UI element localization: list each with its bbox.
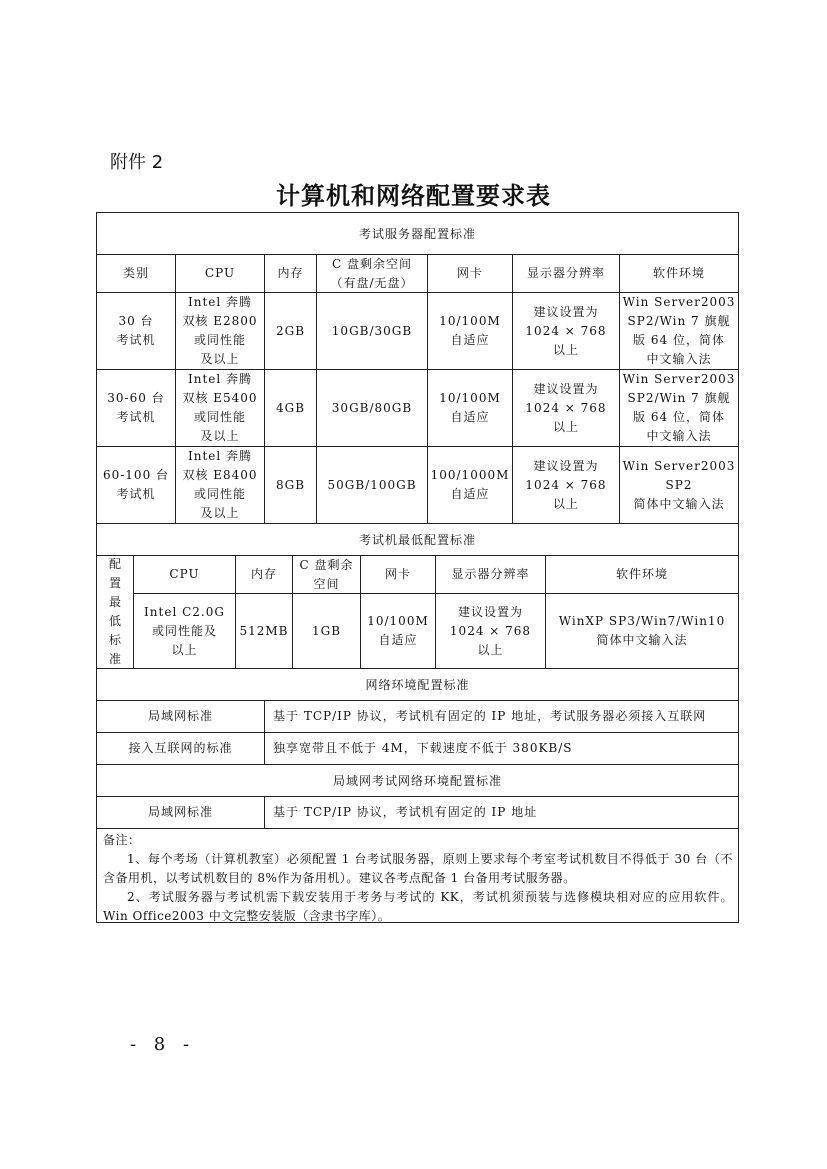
cell-nic: 100/1000M 自适应 bbox=[428, 447, 513, 523]
cell-category: 60-100 台 考试机 bbox=[97, 447, 176, 523]
cell-memory: 8GB bbox=[265, 447, 317, 523]
attachment-label: 附件 2 bbox=[110, 152, 164, 173]
server-section-heading: 考试服务器配置标准 bbox=[97, 213, 738, 255]
cell-cpu: Intel 奔腾 双核 E2800 或同性能 及以上 bbox=[176, 293, 265, 369]
client-side-label: 配 置 最 低 标 准 bbox=[97, 556, 134, 669]
cell-resolution: 建议设置为 1024 × 768 以上 bbox=[513, 447, 620, 523]
cell-resolution: 建议设置为 1024 × 768 以上 bbox=[513, 370, 620, 446]
header-nic: 网卡 bbox=[361, 556, 436, 593]
cell-software: Win Server2003 SP2/Win 7 旗舰 版 64 位，简体 中文输入法 bbox=[622, 372, 736, 443]
cell-memory: 512MB bbox=[236, 594, 293, 668]
note-item: 1、每个考场（计算机教室）必须配置 1 台考试服务器，原则上要求每个考室考试机数目不得低于 30 台（不含备用机，以考试机数目的 8%作为备用机）。建议各考点配备 1 台备用考试服务器。 bbox=[103, 852, 733, 885]
cell-cpu: Intel 奔腾 双核 E8400 或同性能 及以上 bbox=[176, 447, 265, 523]
table-row bbox=[97, 293, 738, 370]
notes-block bbox=[103, 831, 733, 926]
cell-disk: 10GB/30GB bbox=[317, 293, 428, 369]
page-title: 计算机和网络配置要求表 bbox=[276, 182, 551, 210]
cell-nic: 10/100M 自适应 bbox=[428, 370, 513, 446]
table-row bbox=[97, 797, 738, 829]
cell-memory: 2GB bbox=[265, 293, 317, 369]
notes-label: 备注： bbox=[103, 833, 141, 847]
table-row bbox=[97, 370, 738, 447]
table-row bbox=[97, 733, 738, 765]
table-row bbox=[134, 594, 738, 669]
client-header-row bbox=[134, 556, 738, 594]
cell-label: 局域网标准 bbox=[97, 797, 265, 828]
cell-disk: 50GB/100GB bbox=[317, 447, 428, 523]
client-section-heading: 考试机最低配置标准 bbox=[97, 524, 738, 556]
cell-value: 基于 TCP/IP 协议，考试机有固定的 IP 地址 bbox=[273, 805, 538, 819]
cell-category: 30-60 台 考试机 bbox=[97, 370, 176, 446]
cell-software: Win Server2003 SP2 简体中文输入法 bbox=[622, 458, 736, 511]
note-item: 2、考试服务器与考试机需下载安装用于考务与考试的 KK，考试机须预装与选修模块相对应的应用软件。Win Office2003 中文完整安装版（含隶书字库）。 bbox=[103, 890, 733, 923]
cell-disk: 1GB bbox=[293, 594, 361, 668]
cell-nic: 10/100M 自适应 bbox=[428, 293, 513, 369]
cell-label: 局域网标准 bbox=[97, 701, 265, 732]
cell-resolution: 建议设置为 1024 × 768 以上 bbox=[436, 594, 546, 668]
header-disk: C 盘剩余 空间 bbox=[293, 556, 361, 593]
network-section-heading: 网络环境配置标准 bbox=[97, 669, 738, 701]
table-row bbox=[97, 447, 738, 524]
cell-cpu: Intel 奔腾 双核 E5400 或同性能 及以上 bbox=[176, 370, 265, 446]
cell-resolution: 建议设置为 1024 × 768 以上 bbox=[513, 293, 620, 369]
lan-section-heading: 局域网考试网络环境配置标准 bbox=[97, 765, 738, 797]
config-table bbox=[96, 212, 739, 923]
header-software: 软件环境 bbox=[652, 266, 705, 280]
cell-category: 30 台 考试机 bbox=[97, 293, 176, 369]
header-memory: 内存 bbox=[265, 255, 317, 292]
header-disk: C 盘剩余空间 （有盘/无盘） bbox=[317, 255, 428, 292]
header-category: 类别 bbox=[97, 255, 176, 292]
header-cpu: CPU bbox=[176, 255, 265, 292]
cell-software: Win Server2003 SP2/Win 7 旗舰 版 64 位，简体 中文输入法 bbox=[622, 295, 736, 366]
cell-label: 接入互联网的标准 bbox=[97, 733, 265, 764]
header-cpu: CPU bbox=[134, 556, 236, 593]
server-header-row bbox=[97, 255, 738, 293]
cell-software: WinXP SP3/Win7/Win10 简体中文输入法 bbox=[558, 614, 726, 647]
header-memory: 内存 bbox=[236, 556, 293, 593]
header-software: 软件环境 bbox=[615, 567, 668, 581]
cell-cpu: Intel C2.0G 或同性能及 以上 bbox=[134, 594, 236, 668]
header-resolution: 显示器分辨率 bbox=[513, 255, 620, 292]
header-nic: 网卡 bbox=[428, 255, 513, 292]
cell-memory: 4GB bbox=[265, 370, 317, 446]
cell-nic: 10/100M 自适应 bbox=[361, 594, 436, 668]
table-row bbox=[97, 701, 738, 733]
cell-value: 基于 TCP/IP 协议，考试机有固定的 IP 地址，考试服务器必须接入互联网 bbox=[273, 709, 707, 723]
cell-value: 独享宽带且不低于 4M，下载速度不低于 380KB/S bbox=[273, 741, 573, 755]
header-resolution: 显示器分辨率 bbox=[436, 556, 546, 593]
page-number: - 8 - bbox=[130, 1034, 196, 1055]
cell-disk: 30GB/80GB bbox=[317, 370, 428, 446]
